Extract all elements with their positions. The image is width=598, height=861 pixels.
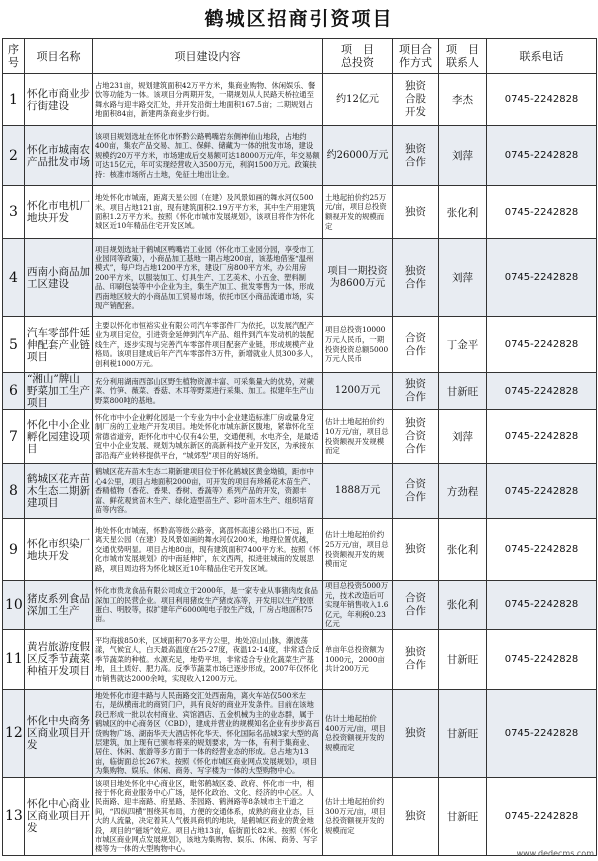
table-row xyxy=(3,629,597,689)
header-name: 项目名称 xyxy=(25,39,93,74)
contact-person: 李杰 xyxy=(439,74,487,126)
contact-person: 刘萍 xyxy=(439,410,487,464)
project-name: 怀化市城南农产品批发市场 xyxy=(25,126,93,186)
total-investment: 约26000万元 xyxy=(323,126,393,186)
project-name: 西南小商品加工区建设 xyxy=(25,239,93,317)
project-content: 占地231亩，规划建筑面积42万平方米，集商业购物、休闲娱乐、餐饮等功能为一体。该项目分两期开发，一期规划从人民路天桥拉通至舞水路与迎丰路交汇处，并开发沿街土地面积167.5亩；二期规划占地面积84亩，新建两条商业步行街。 xyxy=(93,74,323,126)
cooperation-mode: 合资 合作 xyxy=(393,464,439,519)
total-investment: 约12亿元 xyxy=(323,74,393,126)
cooperation-mode: 独资 合作 xyxy=(393,373,439,410)
table-row xyxy=(3,519,597,581)
contact-person: 甘新旺 xyxy=(439,777,487,855)
total-investment: 项目总投资10000万元人民币，一期投资投资总额5000万元人民币 xyxy=(323,317,393,373)
header-no: 序号 xyxy=(3,39,25,74)
project-name: 怀化市织染厂地块开发 xyxy=(25,519,93,581)
watermark: www.dedecms.com xyxy=(516,849,594,858)
table-header-row xyxy=(3,39,597,74)
header-content: 项目建设内容 xyxy=(93,39,323,74)
page-title: 鹤城区招商引资项目 xyxy=(204,8,394,30)
total-investment: 单亩年总投资额为1000元，2000亩共计200万元 xyxy=(323,629,393,689)
total-investment: 项目总投资5000万元，技术改造后可实现年销售收入1.6亿元，年利税0.23亿元 xyxy=(323,581,393,630)
contact-person: 张化利 xyxy=(439,581,487,630)
phone-number: 0745-2242828 xyxy=(487,126,597,186)
project-content: 怀化市贵龙食品有限公司成立于2000年，是一家专业从事猪肉皮食品深加工的民营企业。项目利用猪皮生产猪皮冻等，开发用以生产胶原蛋白、明胶等，拟扩建年产6000吨电子胶生产线，厂房占地面积75亩。 xyxy=(93,581,323,630)
cooperation-mode: 独资 合资 合作 xyxy=(393,410,439,464)
contact-person: 张化利 xyxy=(439,519,487,581)
header-phone: 联系电话 xyxy=(487,39,597,74)
cooperation-mode: 独资 合作 xyxy=(393,239,439,317)
total-investment: 估计土地起拍价约25万元/亩，项目总投资额视开发的规模而定 xyxy=(323,519,393,581)
project-name: 怀化市电机厂地块开发 xyxy=(25,186,93,239)
project-content: 该项目地处怀化中心商业区，毗邻鹤城区委、政府、怀化市一中，相接于怀化商业服务中心广场，是怀化政治、文化、经济的中心区。人民南路、迎丰南路、府星路、茶园路、鹤洲路等8条城市主干道之间，“四纵四横”围绕其布局，方便的交通体系，成熟的商业业态，巨大的人流量，决定着其人气极具商机的地块，是鹤城区商业的黄金地段，项目的“磁场”效应。项目占地13亩，临街面长82米。按照《怀化市城区商业网点发展规划》，该地为集购物、娱乐、休闲、商务、写字楼等为一体的大型购物中心。 xyxy=(93,777,323,855)
total-investment: 项目一期投资为8600万元 xyxy=(323,239,393,317)
project-content: 地处怀化市迎丰路与人民南路交汇处西南角，离火车站仅500米左右，是纵横南北的商贸门户，具有良好的商业开发条件。目前在该地段已形成一批以农村商业、宾馆酒店、五金机械为主的业态群，属于鹤城区的中心商务区（CBD），建成并营业的规模知名企业有步步高百货购物广场、湖南华天大酒店怀化华天、怀化国际名品城3家大型的高层建筑，加上现有已颁布将来的规划要求，为一体，有利于集商业、居住、休闲、旅游等多方面于一体的经营业态的形成。总占地为13亩，临街面总长267米。按照《怀化市城区商业网点发展规划》，项目为集购物、娱乐、休闲、商务、写字楼为一体的大型购物中心。 xyxy=(93,689,323,777)
table-row xyxy=(3,186,597,239)
cooperation-mode: 独资 xyxy=(393,186,439,239)
total-investment: 土地起拍价约25万元/亩，项目总投资额视开发的规模而定 xyxy=(323,186,393,239)
project-name: 猪皮系列食品深加工生产 xyxy=(25,581,93,630)
project-content: 平均海拔850米，区域面积70多平方公里，地处凉山山脉，潮波荡漾，气候宜人，白天最高温度在25-27度，夜温12-14度，非常适合反季节蔬菜的种植。水源充足，地势平坦，非常适合专业化蔬菜生产基地，且土质好、肥力高。反季节蔬菜市场已逐步形成，2007年仅怀化市销售就达2000余吨，实现收入1200万元。 xyxy=(93,629,323,689)
cooperation-mode: 独资 合作 xyxy=(393,126,439,186)
cooperation-mode: 独资 合股 开发 xyxy=(393,74,439,126)
cooperation-mode: 合资 合作 xyxy=(393,581,439,630)
cooperation-mode: 独资 xyxy=(393,519,439,581)
total-investment: 估计土地起拍价约300万元/亩，项目总投资额视开发的规模而定 xyxy=(323,777,393,855)
table-row xyxy=(3,74,597,126)
project-name: “湘山”牌山野菜加工生产项目 xyxy=(25,373,93,410)
contact-person: 张化利 xyxy=(439,186,487,239)
table-row xyxy=(3,317,597,373)
header-contact: 项 目 联系人 xyxy=(439,39,487,74)
phone-number: 0745-2242828 xyxy=(487,519,597,581)
project-content: 地处怀化市城南，怀黔高等级公路旁，离邵怀高速公路出口不远，距离天星公园（在建）及风景如画的舞水河仅200米，地理位置优越，交通优势明显。项目占地80亩，现有建筑面积7400平方米。按照《怀化市城市发展规划》的中南延伸扩，东文西两，拟进驻城南的发展思路，项目周边将为怀化城区近10年精品住宅开发区域。 xyxy=(93,519,323,581)
project-content: 主要以怀化市恒裕实业有限公司汽车零部件厂为依托，以发展汽配产业为项目定位，引进资金延伸到汽车产品、组件到汽车发动机的装配线生产，逐步实现与完善汽车零部件项目配套产业链，形成规模产业格局。该项目建成后年产汽车零部件3万件，新增就业人员300多人，创利税1000万元。 xyxy=(93,317,323,373)
total-investment: 估计土地起拍价400万元/亩，项目总投资额视开发的规模而定 xyxy=(323,689,393,777)
row-number: 8 xyxy=(3,464,25,519)
project-content: 项目规划选址于鹤城区鸭嘴岩工业园（怀化市工业园分园，享受市工业园同等政策），小商品加工基地一期占地200亩，该基地借鉴“温州模式”，每户均占地1200平方米，建设厂房800平方米，办公用房200平方米，以服装加工、灯具生产、工艺美术、小五金、塑料制品、印刷包装等中小企业为主，集生产加工、批发零售为一体，形成西南地区较大的小商品加工贸易市场，依托市区小商品流通市场，实现产销配套。 xyxy=(93,239,323,317)
phone-number: 0745-2242828 xyxy=(487,373,597,410)
row-number: 4 xyxy=(3,239,25,317)
cooperation-mode: 独资 合作 xyxy=(393,629,439,689)
phone-number: 0745-2242828 xyxy=(487,186,597,239)
total-investment: 1888万元 xyxy=(323,464,393,519)
project-content: 鹤城区花卉苗木生态二期新建项目位于怀化鹤城区黄金坳镇，距市中心4公里，项目占地面积2000亩，可开发的项目有珍稀花木苗生产、香精植物（香花、香果、香树、香蔬等）系列产品的开发，资源丰富、鲜花观赏苗木生产、绿化造型苗生产、彩叶苗木生产、组织培育苗等内容。 xyxy=(93,464,323,519)
total-investment: 1200万元 xyxy=(323,373,393,410)
contact-person: 丁金平 xyxy=(439,317,487,373)
table-row xyxy=(3,581,597,630)
contact-person: 方劲程 xyxy=(439,464,487,519)
row-number: 12 xyxy=(3,689,25,777)
project-content: 怀化市中小企业孵化园是一个专业为中小企业建造标准厂房或量身定制厂房的工业地产开发项目。地处怀化市城东新区腹地，紧靠怀化至常德省道旁，距怀化市中心仅有4公里，交通便利，水电齐全，是最适宜中小企业发展、规划为城东新区的高新科技产业开发区，为承接东部沿海产业转移提供平台，“城郊型”项目的好场所。 xyxy=(93,410,323,464)
row-number: 7 xyxy=(3,410,25,464)
row-number: 13 xyxy=(3,777,25,855)
project-name: 汽车零部件延伸配套产业链项目 xyxy=(25,317,93,373)
contact-person: 刘萍 xyxy=(439,126,487,186)
phone-number: 0745-2242828 xyxy=(487,74,597,126)
header-mode: 项目合 作方式 xyxy=(393,39,439,74)
project-name: 怀化中小企业孵化园建设项目 xyxy=(25,410,93,464)
row-number: 10 xyxy=(3,581,25,630)
phone-number: 0745-2242828 xyxy=(487,777,597,855)
row-number: 5 xyxy=(3,317,25,373)
total-investment: 估计土地起拍价约10万元/亩，项目总投资额视开发规模而定 xyxy=(323,410,393,464)
table-row xyxy=(3,689,597,777)
row-number: 2 xyxy=(3,126,25,186)
phone-number: 0745-2242828 xyxy=(487,410,597,464)
contact-person: 刘萍 xyxy=(439,239,487,317)
contact-person: 甘新旺 xyxy=(439,689,487,777)
project-name: 鹤城区花卉苗木生态二期新建项目 xyxy=(25,464,93,519)
contact-person: 甘新旺 xyxy=(439,373,487,410)
table-row xyxy=(3,777,597,855)
phone-number: 0745-2242828 xyxy=(487,464,597,519)
table-row xyxy=(3,410,597,464)
project-name: 怀化市商业步行街建设 xyxy=(25,74,93,126)
phone-number: 0745-2242828 xyxy=(487,581,597,630)
table-row xyxy=(3,464,597,519)
table-row xyxy=(3,126,597,186)
row-number: 3 xyxy=(3,186,25,239)
project-name: 怀化中央商务区商业项目开发 xyxy=(25,689,93,777)
row-number: 9 xyxy=(3,519,25,581)
project-content: 地处怀化市城南，距离天星公园（在建）及风景如画的舞水河仅500米。项目占地121亩，现有建筑面积2.19万平方米，其中生产用建筑面积1.2万平方米。按照《怀化市城市发展规划》，该项目将作为怀化城区近10年精品住宅开发区域。 xyxy=(93,186,323,239)
project-name: 黄岩旅游度假区反季节蔬菜种植开发项目 xyxy=(25,629,93,689)
cooperation-mode: 独资 xyxy=(393,777,439,855)
row-number: 11 xyxy=(3,629,25,689)
row-number: 1 xyxy=(3,74,25,126)
project-content: 该项目规划选址在怀化市怀黔公路鸭嘴岩东侧神仙山地段，占地约400亩，集农产品交易、加工、保鲜、储藏为一体的批发市场，建设规模约20万平方米，市场建成后交易额可达18000万元/年，年交易额可达15亿元，年可实现经营收入3500万元，利润1500万元。政策扶持：核准市场所占土地，免征土地出让金。 xyxy=(93,126,323,186)
cooperation-mode: 合资 合作 xyxy=(393,317,439,373)
header-investment: 项 目 总投资 xyxy=(323,39,393,74)
table-row xyxy=(3,373,597,410)
project-table xyxy=(2,38,597,856)
project-content: 充分利用湖南西部山区野生植物资源丰富、可采集量大的优势，对蕨菜、竹笋、薇菜、香菇、木耳等野菜进行采集、加工。拟建年生产山野菜800吨的基地。 xyxy=(93,373,323,410)
table-row xyxy=(3,239,597,317)
phone-number: 0745-2242828 xyxy=(487,317,597,373)
phone-number: 0745-2242828 xyxy=(487,239,597,317)
row-number: 6 xyxy=(3,373,25,410)
phone-number: 0745-2242828 xyxy=(487,689,597,777)
phone-number: 0745-2242828 xyxy=(487,629,597,689)
contact-person: 甘新旺 xyxy=(439,629,487,689)
cooperation-mode: 独资 xyxy=(393,689,439,777)
project-name: 怀化中心商业区商业项目开发 xyxy=(25,777,93,855)
